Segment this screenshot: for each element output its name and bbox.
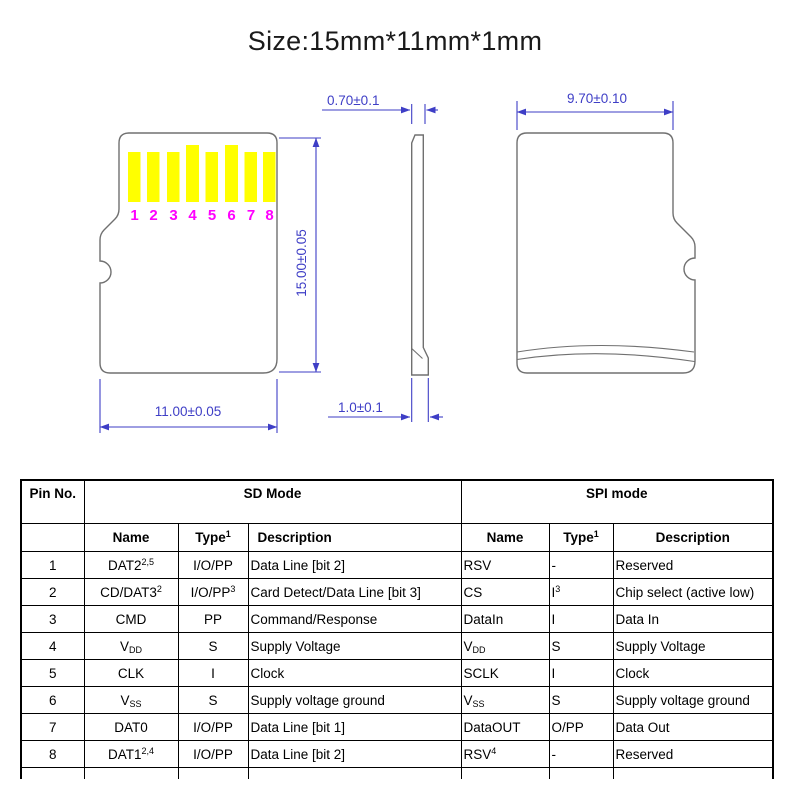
pin-number-label: 2 bbox=[149, 207, 158, 224]
pin-number-label: 6 bbox=[227, 207, 236, 224]
sd-type-cell: I/O/PP bbox=[178, 741, 248, 768]
spi-desc-cell: Clock bbox=[613, 660, 773, 687]
back-ridge-arc-lower bbox=[517, 354, 695, 362]
microsd-technical-drawing bbox=[0, 80, 790, 475]
spi-name-cell: CS bbox=[461, 579, 549, 606]
side-top-dim-label: 0.70±0.1 bbox=[327, 93, 380, 108]
spi-name-cell: $V_{SS}$ bbox=[461, 687, 549, 714]
pin-pad-2 bbox=[147, 152, 160, 202]
spi-desc-cell: Data In bbox=[613, 606, 773, 633]
header-spi-type: Type$^1$ bbox=[549, 524, 613, 552]
spi-desc-cell: Supply Voltage bbox=[613, 633, 773, 660]
pin-no-cell: 7 bbox=[21, 714, 84, 741]
header-spi-name: Name bbox=[461, 524, 549, 552]
pin-pad-1 bbox=[128, 152, 141, 202]
pin-no-cell: 2 bbox=[21, 579, 84, 606]
spi-type-cell: I bbox=[549, 660, 613, 687]
header-sd-name: Name bbox=[84, 524, 178, 552]
spi-name-cell: DataIn bbox=[461, 606, 549, 633]
sd-name-cell: CMD bbox=[84, 606, 178, 633]
spi-type-cell: - bbox=[549, 741, 613, 768]
header-sd-description: Description bbox=[248, 524, 461, 552]
table-header-columns-row bbox=[21, 524, 773, 552]
front-view bbox=[100, 133, 277, 373]
spi-name-cell: RSV bbox=[461, 552, 549, 579]
pin-no-cell: 5 bbox=[21, 660, 84, 687]
spi-type-cell: S bbox=[549, 633, 613, 660]
sd-type-cell: S bbox=[178, 687, 248, 714]
sd-desc-cell: Clock bbox=[248, 660, 461, 687]
pin-pad-6 bbox=[225, 145, 238, 202]
pin-no-cell: 8 bbox=[21, 741, 84, 768]
spi-desc-cell: Supply voltage ground bbox=[613, 687, 773, 714]
spi-name-cell: DataOUT bbox=[461, 714, 549, 741]
table-row-pin-1 bbox=[21, 552, 773, 579]
pin-pad-7 bbox=[245, 152, 258, 202]
spi-name-cell: SCLK bbox=[461, 660, 549, 687]
header-spi-mode: SPI mode bbox=[461, 480, 773, 524]
spi-name-cell: RSV$^4$ bbox=[461, 741, 549, 768]
back-ridge-arc-upper bbox=[517, 346, 694, 353]
spi-desc-cell: Chip select (active low) bbox=[613, 579, 773, 606]
page-title: Size:15mm*11mm*1mm bbox=[247, 26, 543, 56]
pin-number-label: 1 bbox=[130, 207, 139, 224]
sd-name-cell: $V_{DD}$ bbox=[84, 633, 178, 660]
sd-type-cell: I/O/PP bbox=[178, 552, 248, 579]
sd-type-cell: I bbox=[178, 660, 248, 687]
front-height-dim-label: 15.00±0.05 bbox=[294, 229, 309, 297]
sd-desc-cell: Data Line [bit 2] bbox=[248, 741, 461, 768]
side-profile-outline bbox=[412, 135, 429, 375]
spi-desc-cell: Reserved bbox=[613, 741, 773, 768]
table-stub-row bbox=[21, 768, 773, 780]
sd-type-cell: $I/O/PP^3$ bbox=[178, 579, 248, 606]
sd-desc-cell: Data Line [bit 1] bbox=[248, 714, 461, 741]
pin-number-label: 3 bbox=[169, 207, 178, 224]
back-card-outline bbox=[517, 133, 695, 373]
sd-name-cell: $CD/DAT3^2$ bbox=[84, 579, 178, 606]
sd-name-cell: CLK bbox=[84, 660, 178, 687]
sd-type-cell: I/O/PP bbox=[178, 714, 248, 741]
pin-pad-5 bbox=[206, 152, 219, 202]
pin-no-cell: 1 bbox=[21, 552, 84, 579]
spi-type-cell: I bbox=[549, 606, 613, 633]
spi-type-cell: $I^3$ bbox=[549, 579, 613, 606]
sd-name-cell: $V_{SS}$ bbox=[84, 687, 178, 714]
header-pin-no: Pin No. bbox=[21, 480, 84, 524]
sd-name-cell: DAT1$^{2,4}$ bbox=[84, 741, 178, 768]
table-header-mode-row bbox=[21, 480, 773, 524]
sd-type-cell: S bbox=[178, 633, 248, 660]
sd-desc-cell: Supply voltage ground bbox=[248, 687, 461, 714]
pin-number-label: 5 bbox=[207, 207, 217, 224]
back-width-dim-label: 9.70±0.10 bbox=[567, 91, 627, 106]
pin-no-cell: 4 bbox=[21, 633, 84, 660]
pin-number-label: 8 bbox=[265, 207, 274, 224]
sd-desc-cell: Command/Response bbox=[248, 606, 461, 633]
header-sd-type: Type$^1$ bbox=[178, 524, 248, 552]
pin-pad-8 bbox=[263, 152, 276, 202]
sd-desc-cell: Supply Voltage bbox=[248, 633, 461, 660]
table-row-pin-6 bbox=[21, 687, 773, 714]
header-spi-description: Description bbox=[613, 524, 773, 552]
back-view bbox=[517, 133, 695, 373]
pin-pad-4 bbox=[186, 145, 199, 202]
side-profile-step-line bbox=[412, 349, 423, 359]
pin-assignment-table bbox=[20, 479, 774, 779]
side-bottom-dim-label: 1.0±0.1 bbox=[338, 400, 383, 415]
header-empty-cell bbox=[21, 524, 84, 552]
sd-name-cell: DAT2$^{2,5}$ bbox=[84, 552, 178, 579]
spi-type-cell: S bbox=[549, 687, 613, 714]
table-row-pin-7 bbox=[21, 714, 773, 741]
table-row-pin-4 bbox=[21, 633, 773, 660]
side-view bbox=[412, 135, 429, 375]
table-row-pin-5 bbox=[21, 660, 773, 687]
spi-name-cell: $V_{DD}$ bbox=[461, 633, 549, 660]
pin-pad-3 bbox=[167, 152, 180, 202]
spi-desc-cell: Data Out bbox=[613, 714, 773, 741]
spi-type-cell: O/PP bbox=[549, 714, 613, 741]
table-row-pin-8 bbox=[21, 741, 773, 768]
spi-desc-cell: Reserved bbox=[613, 552, 773, 579]
sd-desc-cell: Card Detect/Data Line [bit 3] bbox=[248, 579, 461, 606]
header-sd-mode: SD Mode bbox=[84, 480, 461, 524]
pin-no-cell: 6 bbox=[21, 687, 84, 714]
sd-type-cell: PP bbox=[178, 606, 248, 633]
pin-assignment-table-wrap bbox=[20, 479, 774, 779]
sd-name-cell: DAT0 bbox=[84, 714, 178, 741]
pin-no-cell: 3 bbox=[21, 606, 84, 633]
spi-type-cell: - bbox=[549, 552, 613, 579]
table-row-pin-3 bbox=[21, 606, 773, 633]
sd-desc-cell: Data Line [bit 2] bbox=[248, 552, 461, 579]
pin-number-label: 4 bbox=[188, 207, 197, 224]
pin-number-label: 7 bbox=[246, 207, 256, 224]
front-width-dim-label: 11.00±0.05 bbox=[154, 404, 222, 419]
table-row-pin-2 bbox=[21, 579, 773, 606]
